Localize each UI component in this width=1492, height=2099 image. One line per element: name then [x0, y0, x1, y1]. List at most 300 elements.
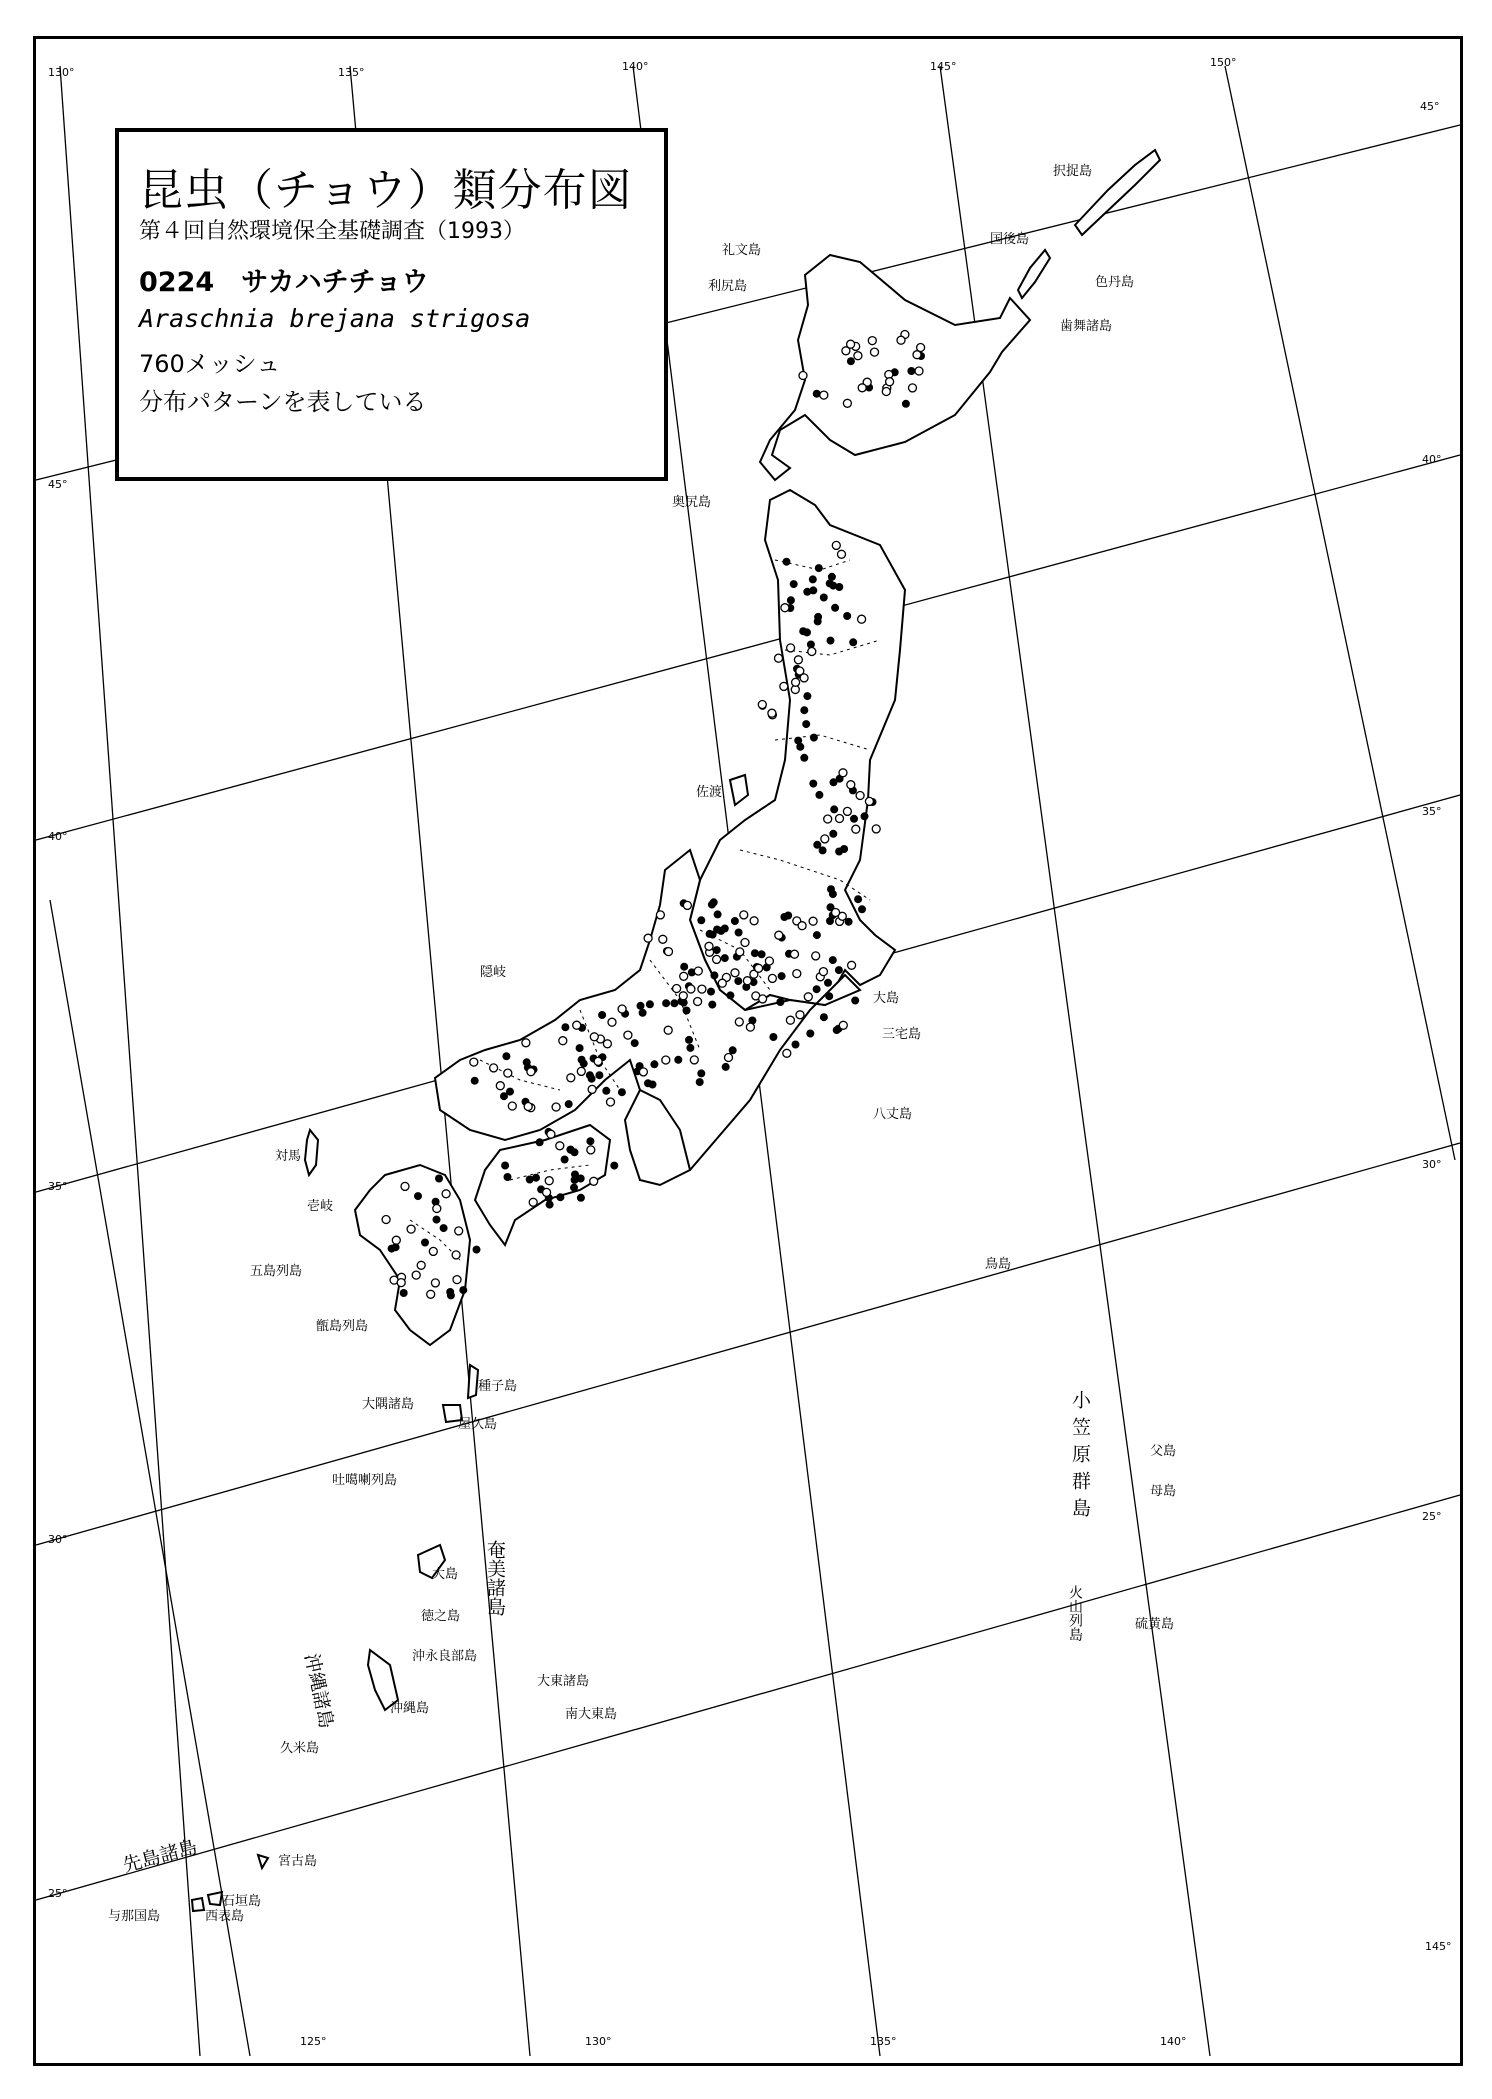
open-marker — [453, 1276, 461, 1284]
filled-marker — [810, 734, 818, 742]
open-marker — [608, 1018, 616, 1026]
filled-marker — [639, 1009, 647, 1017]
filled-marker — [849, 638, 857, 646]
open-marker — [852, 825, 860, 833]
filled-marker — [435, 1175, 443, 1183]
open-marker — [590, 1177, 598, 1185]
open-marker — [397, 1279, 405, 1287]
open-marker — [455, 1227, 463, 1235]
open-marker — [687, 985, 695, 993]
iriomote-landmass — [192, 1898, 204, 1911]
filled-marker — [576, 1044, 584, 1052]
label-iwo-jima: 硫黄島 — [1135, 1617, 1175, 1632]
open-marker — [508, 1102, 516, 1110]
open-marker — [848, 961, 856, 969]
filled-marker — [806, 1030, 814, 1038]
open-marker — [736, 948, 744, 956]
filled-marker — [570, 1184, 578, 1192]
lon-label-top: 145° — [930, 60, 957, 73]
filled-marker — [809, 780, 817, 788]
open-marker — [775, 654, 783, 662]
filled-marker — [829, 956, 837, 964]
open-marker — [429, 1247, 437, 1255]
open-marker — [552, 1103, 560, 1111]
filled-marker — [586, 1071, 594, 1079]
open-marker — [490, 1064, 498, 1072]
open-marker — [644, 934, 652, 942]
filled-marker — [710, 971, 718, 979]
open-marker — [839, 1021, 847, 1029]
open-marker — [786, 1016, 794, 1024]
filled-marker — [618, 1088, 626, 1096]
filled-marker — [847, 357, 855, 365]
open-marker — [713, 955, 721, 963]
open-marker — [401, 1182, 409, 1190]
open-marker — [819, 968, 827, 976]
filled-marker — [815, 791, 823, 799]
lat-label-left: 35° — [48, 1180, 68, 1193]
kunashiri-landmass — [1018, 250, 1050, 298]
parallel-line — [36, 1495, 1460, 1900]
filled-marker — [826, 579, 834, 587]
open-marker — [731, 969, 739, 977]
label-hahajima: 母島 — [1150, 1484, 1177, 1499]
sado-landmass — [730, 775, 748, 805]
lon-label-top: 130° — [48, 66, 75, 79]
scientific-name: Araschnia brejana strigosa — [139, 304, 531, 333]
open-marker — [639, 1068, 647, 1076]
label-yakushima: 屋久島 — [458, 1417, 498, 1432]
filled-marker — [784, 912, 792, 920]
filled-marker — [858, 905, 866, 913]
label-tori: 鳥島 — [985, 1257, 1012, 1272]
open-marker — [854, 352, 862, 360]
label-chichijima: 父島 — [1150, 1444, 1177, 1459]
open-marker — [792, 678, 800, 686]
label-okushiri: 奥尻島 — [672, 495, 712, 510]
filled-marker — [751, 949, 759, 957]
open-marker — [694, 967, 702, 975]
open-marker — [590, 1033, 598, 1041]
open-marker — [842, 347, 850, 355]
label-sado: 佐渡 — [696, 785, 723, 800]
filled-marker — [650, 1060, 658, 1068]
label-amami-oshima: 大島 — [432, 1567, 459, 1582]
label-ishigaki: 石垣島 — [222, 1894, 262, 1909]
open-marker — [504, 1069, 512, 1077]
open-marker — [433, 1205, 441, 1213]
open-marker — [787, 644, 795, 652]
filled-marker — [447, 1291, 455, 1299]
miyako-landmass — [258, 1855, 268, 1868]
open-marker — [556, 1142, 564, 1150]
label-oshima: 大島 — [873, 991, 900, 1006]
filled-marker — [577, 1175, 585, 1183]
filled-marker — [708, 1001, 716, 1009]
open-marker — [791, 950, 799, 958]
open-marker — [824, 815, 832, 823]
ishigaki-landmass — [208, 1892, 222, 1905]
filled-marker — [825, 992, 833, 1000]
filled-marker — [854, 895, 862, 903]
label-goto: 五島列島 — [250, 1264, 303, 1279]
open-marker — [665, 948, 673, 956]
lon-label-bottom: 135° — [870, 2035, 897, 2048]
lon-label-bottom: 130° — [585, 2035, 612, 2048]
open-marker — [735, 1018, 743, 1026]
open-marker — [793, 970, 801, 978]
filled-marker — [783, 558, 791, 566]
open-marker — [847, 781, 855, 789]
label-shikotan: 色丹島 — [1095, 275, 1135, 290]
filled-marker — [827, 637, 835, 645]
filled-marker — [902, 400, 910, 408]
open-marker — [524, 1103, 532, 1111]
open-marker — [559, 1037, 567, 1045]
open-marker — [725, 1054, 733, 1062]
label-kume: 久米島 — [280, 1741, 320, 1756]
lon-label-bottom: 145° — [1425, 1940, 1452, 1953]
label-hachijo: 八丈島 — [873, 1107, 913, 1122]
open-marker — [871, 348, 879, 356]
filled-marker — [637, 1002, 645, 1010]
open-marker — [740, 911, 748, 919]
filled-marker — [459, 1286, 467, 1294]
open-marker — [547, 1130, 555, 1138]
filled-marker — [776, 998, 784, 1006]
open-marker — [427, 1290, 435, 1298]
mesh-count: 760メッシュ — [139, 350, 281, 378]
filled-marker — [440, 1224, 448, 1232]
filled-marker — [809, 575, 817, 583]
filled-marker — [610, 1162, 618, 1170]
label-etorofu: 択捉島 — [1053, 164, 1093, 179]
open-marker — [527, 1068, 535, 1076]
filled-marker — [843, 612, 851, 620]
open-marker — [812, 952, 820, 960]
open-marker — [656, 911, 664, 919]
filled-marker — [646, 1000, 654, 1008]
lat-label-right: 45° — [1420, 100, 1440, 113]
filled-marker — [831, 604, 839, 612]
meridian-line — [1225, 66, 1455, 1160]
filled-marker — [907, 367, 915, 375]
open-marker — [607, 1098, 615, 1106]
label-osumi: 大隅諸島 — [362, 1397, 415, 1412]
filled-marker — [707, 988, 715, 996]
filled-marker — [835, 966, 843, 974]
open-marker — [382, 1216, 390, 1224]
open-marker — [780, 682, 788, 690]
filled-marker — [662, 999, 670, 1007]
label-volcano-islands: 火山列島 — [1067, 1585, 1083, 1641]
filled-marker — [595, 1071, 603, 1079]
filled-marker — [686, 1044, 694, 1052]
open-marker — [768, 974, 776, 982]
lat-label-right: 40° — [1422, 453, 1442, 466]
lat-label-right: 35° — [1422, 805, 1442, 818]
open-marker — [836, 815, 844, 823]
filled-marker — [565, 1100, 573, 1108]
filled-marker — [586, 1137, 594, 1145]
label-rishiri: 利尻島 — [708, 279, 748, 294]
open-marker — [800, 674, 808, 682]
label-rebun: 礼文島 — [722, 243, 762, 258]
filled-marker — [473, 1246, 481, 1254]
open-marker — [775, 931, 783, 939]
filled-marker — [758, 950, 766, 958]
open-marker — [843, 399, 851, 407]
filled-marker — [577, 1194, 585, 1202]
filled-marker — [644, 1079, 652, 1087]
open-marker — [755, 964, 763, 972]
rotated-group-labels — [121, 1651, 338, 1876]
filled-marker — [726, 991, 734, 999]
filled-marker — [421, 1239, 429, 1247]
open-marker — [659, 935, 667, 943]
open-marker — [594, 1057, 602, 1065]
open-marker — [679, 992, 687, 1000]
open-marker — [768, 709, 776, 717]
filled-marker — [433, 1216, 441, 1224]
label-miyake: 三宅島 — [882, 1027, 922, 1042]
filled-marker — [814, 613, 822, 621]
open-marker — [917, 344, 925, 352]
filled-marker — [506, 1088, 514, 1096]
open-marker — [392, 1236, 400, 1244]
filled-marker — [721, 954, 729, 962]
filled-marker — [794, 737, 802, 745]
open-marker — [452, 1251, 460, 1259]
filled-marker — [813, 841, 821, 849]
open-marker — [808, 648, 816, 656]
open-marker — [588, 1085, 596, 1093]
label-koshiki: 甑島列島 — [316, 1319, 369, 1334]
open-marker — [522, 1039, 530, 1047]
filled-marker — [670, 999, 678, 1007]
filled-marker — [778, 972, 786, 980]
open-marker — [567, 1074, 575, 1082]
filled-marker — [536, 1138, 544, 1146]
open-marker — [798, 922, 806, 930]
open-marker — [529, 1198, 537, 1206]
open-marker — [698, 985, 706, 993]
open-marker — [603, 1040, 611, 1048]
filled-marker — [561, 1023, 569, 1031]
filled-marker — [471, 1077, 479, 1085]
open-marker — [577, 1067, 585, 1075]
open-marker — [680, 972, 688, 980]
label-iki: 壱岐 — [307, 1199, 334, 1214]
filled-marker — [602, 1087, 610, 1095]
open-marker — [832, 909, 840, 917]
label-okinoerabu: 沖永良部島 — [412, 1649, 478, 1664]
open-marker — [705, 942, 713, 950]
filled-marker — [827, 885, 835, 893]
open-marker — [431, 1279, 439, 1287]
open-marker — [915, 367, 923, 375]
filled-marker — [813, 985, 821, 993]
open-marker — [412, 1271, 420, 1279]
filled-marker — [685, 1036, 693, 1044]
open-marker — [820, 391, 828, 399]
open-marker — [809, 917, 817, 925]
lon-label-bottom: 125° — [300, 2035, 327, 2048]
filled-marker — [820, 594, 828, 602]
filled-marker — [714, 910, 722, 918]
filled-marker — [769, 1033, 777, 1041]
open-marker — [746, 1023, 754, 1031]
title-box — [115, 128, 668, 481]
filled-marker — [683, 1007, 691, 1015]
open-marker — [821, 835, 829, 843]
open-marker — [909, 384, 917, 392]
filled-marker — [734, 977, 742, 985]
filled-marker — [501, 1162, 509, 1170]
lon-label-top: 140° — [622, 60, 649, 73]
open-marker — [587, 1146, 595, 1154]
filled-marker — [787, 596, 795, 604]
label-habomai: 歯舞諸島 — [1060, 319, 1113, 334]
filled-marker — [532, 1174, 540, 1182]
filled-marker — [815, 564, 823, 572]
open-marker — [417, 1261, 425, 1269]
meridian-line — [50, 900, 250, 2056]
label-yonaguni: 与那国島 — [108, 1909, 161, 1924]
filled-marker — [861, 812, 869, 820]
filled-marker — [414, 1192, 422, 1200]
open-marker — [618, 1005, 626, 1013]
label-tanegashima: 種子島 — [478, 1379, 518, 1394]
label-sakishima: 先島諸島 — [120, 1835, 200, 1877]
vertical-group-labels — [484, 1390, 1091, 1642]
tsushima-landmass — [305, 1130, 318, 1175]
survey-label: 第４回自然環境保全基礎調査（1993） — [139, 219, 525, 244]
tanegashima-landmass — [468, 1365, 478, 1398]
lon-label-top: 150° — [1210, 56, 1237, 69]
open-marker — [690, 1056, 698, 1064]
filled-marker — [800, 706, 808, 714]
label-kunashiri: 国後島 — [990, 232, 1030, 247]
open-marker — [832, 541, 840, 549]
filled-marker — [722, 1063, 730, 1071]
lat-label-left: 25° — [48, 1887, 68, 1900]
open-marker — [694, 998, 702, 1006]
open-marker — [858, 615, 866, 623]
filled-marker — [697, 916, 705, 924]
filled-marker — [790, 580, 798, 588]
open-marker — [662, 1056, 670, 1064]
label-tokara: 吐噶喇列島 — [332, 1473, 398, 1488]
filled-marker — [674, 1056, 682, 1064]
filled-marker — [710, 898, 718, 906]
open-marker — [664, 1026, 672, 1034]
open-marker — [442, 1190, 450, 1198]
open-marker — [741, 939, 749, 947]
open-marker — [765, 957, 773, 965]
open-marker — [624, 1031, 632, 1039]
filled-marker — [696, 1078, 704, 1086]
lat-label-right: 25° — [1422, 1510, 1442, 1523]
open-marker — [783, 1049, 791, 1057]
label-oki: 隠岐 — [480, 965, 507, 980]
lat-label-left: 30° — [48, 1533, 68, 1546]
lat-label-right: 30° — [1422, 1158, 1442, 1171]
label-okinawa: 沖縄島 — [390, 1701, 430, 1716]
open-marker — [868, 337, 876, 345]
filled-marker — [567, 1146, 575, 1154]
open-marker — [796, 1011, 804, 1019]
filled-marker — [850, 815, 858, 823]
open-marker — [683, 901, 691, 909]
label-tsushima: 対馬 — [275, 1149, 302, 1164]
open-marker — [470, 1058, 478, 1066]
species-code: 0224 サカハチチョウ — [139, 267, 429, 298]
open-marker — [545, 1177, 553, 1185]
filled-marker — [717, 927, 725, 935]
filled-marker — [829, 830, 837, 838]
filled-marker — [800, 754, 808, 762]
filled-marker — [731, 917, 739, 925]
open-marker — [838, 550, 846, 558]
filled-marker — [400, 1289, 408, 1297]
open-marker — [407, 1225, 415, 1233]
filled-marker — [851, 997, 859, 1005]
filled-marker — [578, 1056, 586, 1064]
filled-marker — [504, 1173, 512, 1181]
lon-label-top: 135° — [338, 66, 365, 79]
open-marker — [804, 993, 812, 1001]
filled-marker — [502, 1052, 510, 1060]
open-marker — [882, 388, 890, 396]
label-minami-daito: 南大東島 — [565, 1707, 618, 1722]
filled-marker — [802, 720, 810, 728]
open-marker — [794, 656, 802, 664]
open-marker — [886, 378, 894, 386]
open-marker — [781, 604, 789, 612]
open-marker — [718, 979, 726, 987]
label-tokunoshima: 徳之島 — [421, 1609, 461, 1624]
label-iriomote: 西表島 — [205, 1909, 245, 1924]
filled-marker — [840, 845, 848, 853]
filled-marker — [556, 1193, 564, 1201]
open-marker — [839, 769, 847, 777]
filled-marker — [824, 979, 832, 987]
filled-marker — [803, 692, 811, 700]
filled-marker — [697, 1069, 705, 1077]
parallel-line — [36, 1143, 1460, 1545]
pattern-note: 分布パターンを表している — [139, 388, 427, 416]
open-marker — [496, 1082, 504, 1090]
filled-marker — [706, 930, 714, 938]
filled-marker — [680, 963, 688, 971]
map-title: 昆虫（チョウ）類分布図 — [139, 165, 633, 216]
label-amami-islands: 奄美諸島 — [484, 1540, 506, 1616]
filled-marker — [820, 1013, 828, 1021]
etorofu-landmass — [1075, 150, 1160, 235]
filled-marker — [813, 931, 821, 939]
label-daito: 大東諸島 — [537, 1674, 590, 1689]
filled-marker — [809, 586, 817, 594]
open-marker — [856, 792, 864, 800]
open-marker — [843, 807, 851, 815]
label-okinawa-islands: 沖縄諸島 — [300, 1651, 338, 1731]
filled-marker — [598, 1011, 606, 1019]
filled-marker — [792, 1041, 800, 1049]
label-miyako: 宮古島 — [278, 1854, 318, 1869]
filled-marker — [631, 1039, 639, 1047]
filled-marker — [799, 627, 807, 635]
